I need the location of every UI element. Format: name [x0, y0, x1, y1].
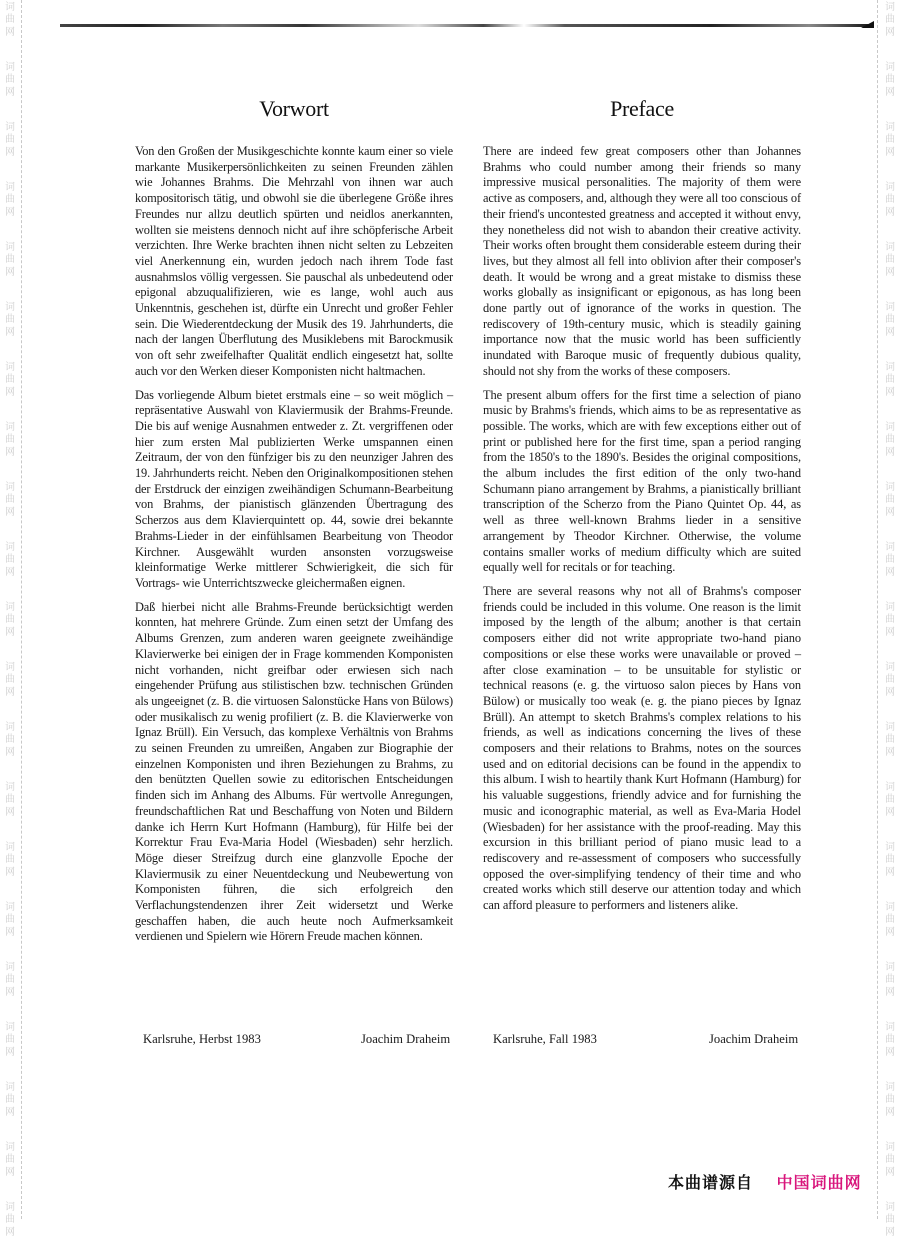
english-paragraph: There are indeed few great composers other than Johannes Brahms who could number among their friends so many impressive musical personalities. The majority of them were active as composers, and, although they were all too conscious of their friend's uncontested greatness and accepted it without envy, they nonetheless did not wish to abandon their creative activity. Their works often brought them considerable esteem during their lives, but they almost all fell into oblivion after their composer's death. It would be wrong and a great mistake to dismiss these works globally as insignificant or epigonous, as has long been done partly out of ignorance of the works in question. The rediscovery of 19th-century music, which is steadily gaining importance now that the music world has been sufficiently inundated with Baroque music of frequently dubious quality, should not shy from the works of these composers.: [483, 144, 801, 378]
watermark-icon: 词 曲 网: [5, 902, 15, 938]
watermark-icon: 词 曲 网: [885, 362, 895, 398]
watermark-icon: 词 曲 网: [5, 1142, 15, 1178]
watermark-icon: 词 曲 网: [885, 122, 895, 158]
german-place-date: Karlsruhe, Herbst 1983: [143, 1032, 261, 1046]
top-rule: [60, 24, 874, 27]
dashed-margin-line: [877, 0, 878, 1219]
watermark-icon: 词 曲 网: [5, 1082, 15, 1118]
watermark-icon: 词 曲 网: [885, 242, 895, 278]
watermark-icon: 词 曲 网: [885, 182, 895, 218]
watermark-icon: 词 曲 网: [5, 602, 15, 638]
watermark-icon: 词 曲 网: [885, 1082, 895, 1118]
watermark-icon: 词 曲 网: [5, 422, 15, 458]
watermark-icon: 词 曲 网: [5, 842, 15, 878]
source-credit: [668, 1170, 862, 1193]
english-author: Joachim Draheim: [709, 1032, 799, 1046]
watermark-icon: 词 曲 网: [5, 1022, 15, 1058]
watermark-icon: 词 曲 网: [5, 662, 15, 698]
watermark-icon: 词 曲 网: [5, 722, 15, 758]
watermark-icon: 词 曲 网: [5, 182, 15, 218]
source-credit-prefix: 本曲谱源自: [668, 1173, 754, 1192]
watermark-icon: 词 曲 网: [5, 362, 15, 398]
watermark-icon: 词 曲 网: [5, 542, 15, 578]
watermark-icon: 词 曲 网: [885, 62, 895, 98]
watermark-icon: 词 曲 网: [5, 1202, 15, 1238]
watermark-icon: 词 曲 网: [885, 542, 895, 578]
watermark-icon: 词 曲 网: [5, 962, 15, 998]
watermark-icon: 词 曲 网: [885, 1142, 895, 1178]
watermark-icon: 词 曲 网: [885, 842, 895, 878]
german-column: [135, 96, 453, 953]
watermark-icon: 词 曲 网: [5, 122, 15, 158]
right-watermark-margin: [877, 0, 899, 1238]
english-paragraph: The present album offers for the first time a selection of piano music by Brahms's friends, which aims to be as representative as possible. The works, which are with few exceptions either out of print or published here for the first time, span a period ranging from the 1850's to the 1890's. Besides the original compositions, the album includes the first edition of the only two-hand Schumann piano arrangement by Brahms, a pianistically brilliant transcription of the Scherzo from the Piano Quintet Op. 44, as well as three well-known Brahms lieder in a sensitive arrangement by Theodor Kirchner. Otherwise, the volume contains smaller works of medium difficulty which are suited equally well for recitals or for teaching.: [483, 387, 801, 575]
watermark-icon: 词 曲 网: [5, 482, 15, 518]
watermark-icon: 词 曲 网: [885, 1022, 895, 1058]
watermark-icon: 词 曲 网: [5, 62, 15, 98]
german-paragraph: Daß hierbei nicht alle Brahms-Freunde berücksichtigt werden konnten, hat mehrere Gründe. Zum einen setzt der Umfang des Albums Grenzen, zum anderen waren geeignete zweihändige Klavierwerke bei einigen der in Frage kommenden Komponisten nicht vorhanden, nicht greifbar oder erwiesen sich nach eingehender Prüfung aus stilistischen bzw. technischen Gründen als ungeeignet (z. B. die virtuosen Salonstücke Hans von Bülows) oder musikalisch zu wenig profiliert (z. B. die Klavierwerke von Ignaz Brüll). Ein Versuch, das komplexe Verhältnis von Brahms zu seinen Freunden zu umreißen, Angaben zur Biographie der einzelnen Komponisten und ihren Beziehungen zu Brahms, zu den benützten Quellen sowie zu editorischen Entscheidungen finden sich im Anhang des Albums. Für wertvolle Anregungen, freundschaftlichen Rat und Beschaffung von Noten und Bildern danke ich Herrn Kurt Hofmann (Hamburg), für Hilfe bei der Korrektur Frau Eva-Maria Hodel (Wiesbaden) sehr herzlich. Möge dieser Streifzug durch eine glanzvolle Epoche der Klaviermusik zu einer Neuentdeckung und Neubewertung von Komponisten führen, die sich erfolgreich den Verflachungstendenzen ihrer Zeit widersetzt und Werke geschaffen haben, die auch heute noch Aufmerksamkeit verdienen und Spielern wie Hörern Freude machen können.: [135, 599, 453, 944]
watermark-icon: 词 曲 网: [885, 902, 895, 938]
german-paragraph: Das vorliegende Album bietet erstmals eine – so weit möglich – repräsentative Auswahl von Klaviermusik der Brahms-Freunde. Die bis auf wenige Ausnahmen entweder z. Zt. vergriffenen oder hier zum ersten Mal publizierten Werke umspannen einen Zeitraum, der von den fünfziger bis zu den neunziger Jahren des 19. Jahrhunderts reicht. Neben den Originalkompositionen stehen der Erstdruck der einzigen zweihändigen Schumann-Bearbeitung von Brahms, der pianistisch glänzenden Übertragung des Scherzos aus dem Klavierquintett op. 44, sowie drei bekannte Brahms-Lieder in der einfühlsamen Bearbeitung von Theodor Kirchner. Ausgewählt wurden ansonsten vorzugsweise kleinformatige Werke mittlerer Schwierigkeit, die sich für Vortrags- wie Unterrichtszwecke gleichermaßen eignen.: [135, 387, 453, 590]
dashed-margin-line: [21, 0, 22, 1219]
watermark-icon: 词 曲 网: [885, 722, 895, 758]
left-watermark-margin: [0, 0, 22, 1238]
english-column: [483, 96, 801, 922]
watermark-icon: 词 曲 网: [5, 2, 15, 38]
watermark-icon: 词 曲 网: [885, 602, 895, 638]
english-paragraph: There are several reasons why not all of Brahms's composer friends could be included in this volume. One reason is the limit imposed by the length of the album; another is that certain composers either did not write appropriate two-hand piano compositions or else these works were unavailable or proved – after close examination – to be unsuitable for stylistic or technical reasons (e. g. the virtuoso salon pieces by Hans von Bülow) or musically too weak (e. g. the piano pieces by Ignaz Brüll). An attempt to sketch Brahms's complex relations to his friends, as well as indications concerning the lives of these composers and their relations to Brahms, notes on the sources used and on editorial decisions can be found in the appendix to this album. I wish to heartily thank Kurt Hofmann (Hamburg) for his valuable suggestions, friendly advice and for furnishing the music and iconographic material, as well as Eva-Maria Hodel (Wiesbaden) for her assistance with the proof-reading. May this excursion in this brilliant period of piano music lead to a rediscovery and re-assessment of composers who successfully opposed the over-simplifying tendency of their time and who created works which still deserve our attention today and which can afford pleasure to performers and listeners alike.: [483, 583, 801, 913]
watermark-icon: 词 曲 网: [5, 782, 15, 818]
english-title: Preface: [610, 96, 674, 121]
german-title: Vorwort: [259, 96, 329, 121]
watermark-icon: 词 曲 网: [5, 302, 15, 338]
watermark-icon: 词 曲 网: [5, 242, 15, 278]
watermark-icon: 词 曲 网: [885, 482, 895, 518]
watermark-icon: 词 曲 网: [885, 782, 895, 818]
german-author: Joachim Draheim: [361, 1032, 451, 1046]
watermark-icon: 词 曲 网: [885, 962, 895, 998]
german-paragraph: Von den Großen der Musikgeschichte konnte kaum einer so viele markante Musikerpersönlichkeiten zu seinen Freunden zählen wie Johannes Brahms. Die Mehrzahl von ihnen war auch kompositorisch tätig, und obwohl sie die überlegene Größe ihres Freundes nur allzu deutlich spürten und neidlos anerkannten, wollten sie meistens dennoch nicht auf ihre schöpferische Arbeit verzichten. Ihre Werke brachten ihnen nicht selten zu Lebzeiten viel Anerkennung ein, wurden jedoch nach ihrem Tode fast ausnahmslos völlig vergessen. Sie pauschal als unbedeutend oder epigonal abzuqualifizieren, wie es lange, wohl auch aus Unkenntnis, geschehen ist, dürfte ein Unrecht und großer Fehler sein. Die Wiederentdeckung der Musik des 19. Jahrhunderts, die nach der langen Überflutung des Musiklebens mit Barockmusik von oft sehr zweifelhafter Qualität endlich eingesetzt hat, sollte auch vor den Werken dieser Komponisten nicht haltmachen.: [135, 144, 453, 378]
watermark-icon: 词 曲 网: [885, 1202, 895, 1238]
watermark-icon: 词 曲 网: [885, 422, 895, 458]
english-place-date: Karlsruhe, Fall 1983: [493, 1032, 597, 1046]
watermark-icon: 词 曲 网: [885, 662, 895, 698]
source-credit-site: 中国词曲网: [776, 1173, 862, 1192]
watermark-icon: 词 曲 网: [885, 302, 895, 338]
watermark-icon: 词 曲 网: [885, 2, 895, 38]
